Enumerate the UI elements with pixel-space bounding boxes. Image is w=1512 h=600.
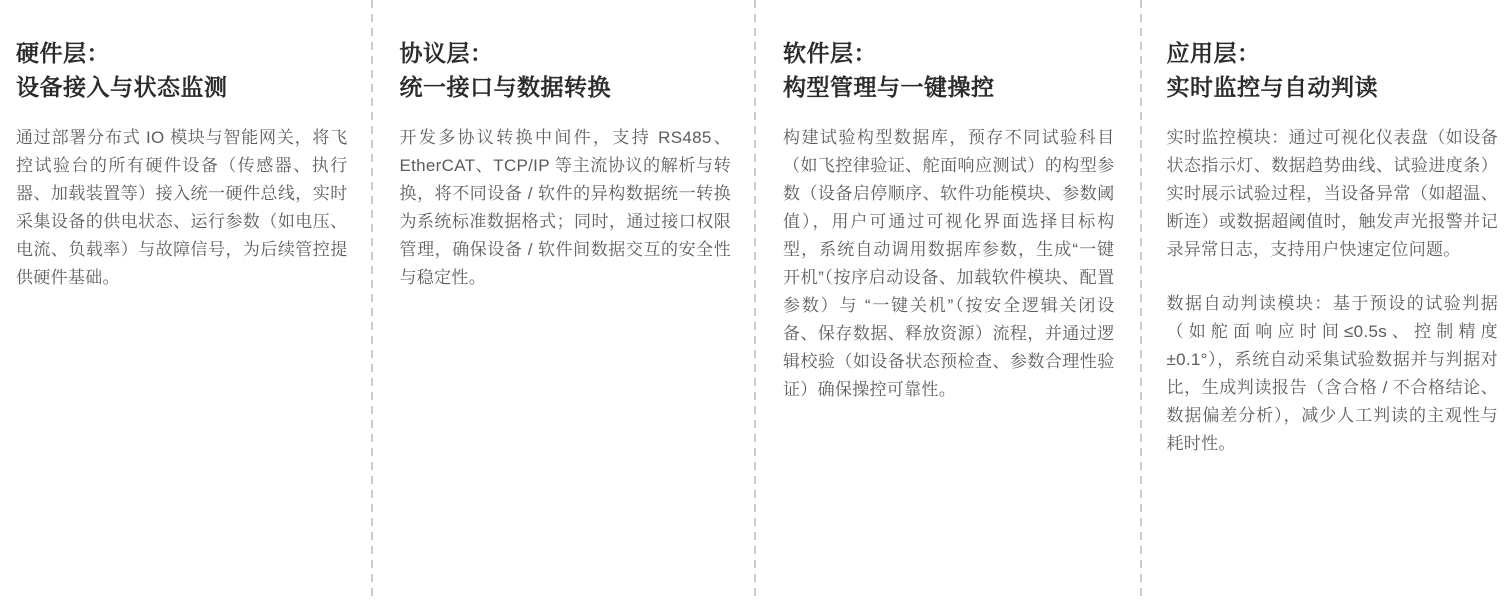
protocol-layer-title-line2: 统一接口与数据转换: [399, 74, 611, 100]
hardware-layer-title-line2: 设备接入与状态监测: [16, 74, 228, 100]
dashed-divider-1: [371, 0, 373, 600]
application-layer-paragraph-interpretation: 数据自动判读模块：基于预设的试验判据（如舵面响应时间≤0.5s、控制精度±0.1°），系统自动采集试验数据并与判据对比，生成判读报告（含合格 / 不合格结论、数据偏差分析），减少人工判读的主观性与耗时性。: [1166, 294, 1498, 453]
protocol-layer-title-line1: 协议层：: [399, 40, 494, 66]
hardware-layer-title-line1: 硬件层：: [16, 40, 110, 66]
hardware-layer-paragraph: 通过部署分布式 IO 模块与智能网关，将飞控试验台的所有硬件设备（传感器、执行器、加载装置等）接入统一硬件总线，实时采集设备的供电状态、运行参数（如电压、电流、负载率）与故障信号，为后续管控提供硬件基础。: [16, 128, 348, 287]
column-software-layer: [783, 36, 1115, 600]
column-hardware-layer: [16, 36, 348, 600]
application-layer-title-line1: 应用层：: [1166, 40, 1261, 66]
dashed-divider-2: [754, 0, 756, 600]
protocol-layer-title: [400, 36, 732, 104]
software-layer-title-line1: 软件层：: [783, 40, 877, 66]
column-application-layer: [1167, 36, 1499, 600]
application-layer-title: [1167, 36, 1499, 104]
dashed-divider-3: [1140, 0, 1142, 600]
software-layer-title-line2: 构型管理与一键操控: [783, 74, 995, 100]
hardware-layer-title: [16, 36, 348, 104]
software-layer-title: [783, 36, 1115, 104]
column-protocol-layer: [400, 36, 732, 600]
application-layer-paragraph-monitoring: 实时监控模块：通过可视化仪表盘（如设备状态指示灯、数据趋势曲线、试验进度条）实时展示试验过程，当设备异常（如超温、断连）或数据超阈值时，触发声光报警并记录异常日志，支持用户快速定位问题。: [1166, 128, 1498, 259]
protocol-layer-paragraph: 开发多协议转换中间件，支持 RS485、EtherCAT、TCP/IP 等主流协议的解析与转换，将不同设备 / 软件的异构数据统一转换为系统标准数据格式；同时，通过接口权限管理，确保设备 / 软件间数据交互的安全性与稳定性。: [399, 128, 731, 287]
software-layer-paragraph: 构建试验构型数据库，预存不同试验科目（如飞控律验证、舵面响应测试）的构型参数（设备启停顺序、软件功能模块、参数阈值），用户可通过可视化界面选择目标构型，系统自动调用数据库参数，生成“一键开机”（按序启动设备、加载软件模块、配置参数）与 “一键关机”（按安全逻辑关闭设备、保存数据、释放资源）流程，并通过逻辑校验（如设备状态预检查、参数合理性验证）确保操控可靠性。: [783, 128, 1115, 399]
application-layer-title-line2: 实时监控与自动判读: [1166, 74, 1378, 100]
